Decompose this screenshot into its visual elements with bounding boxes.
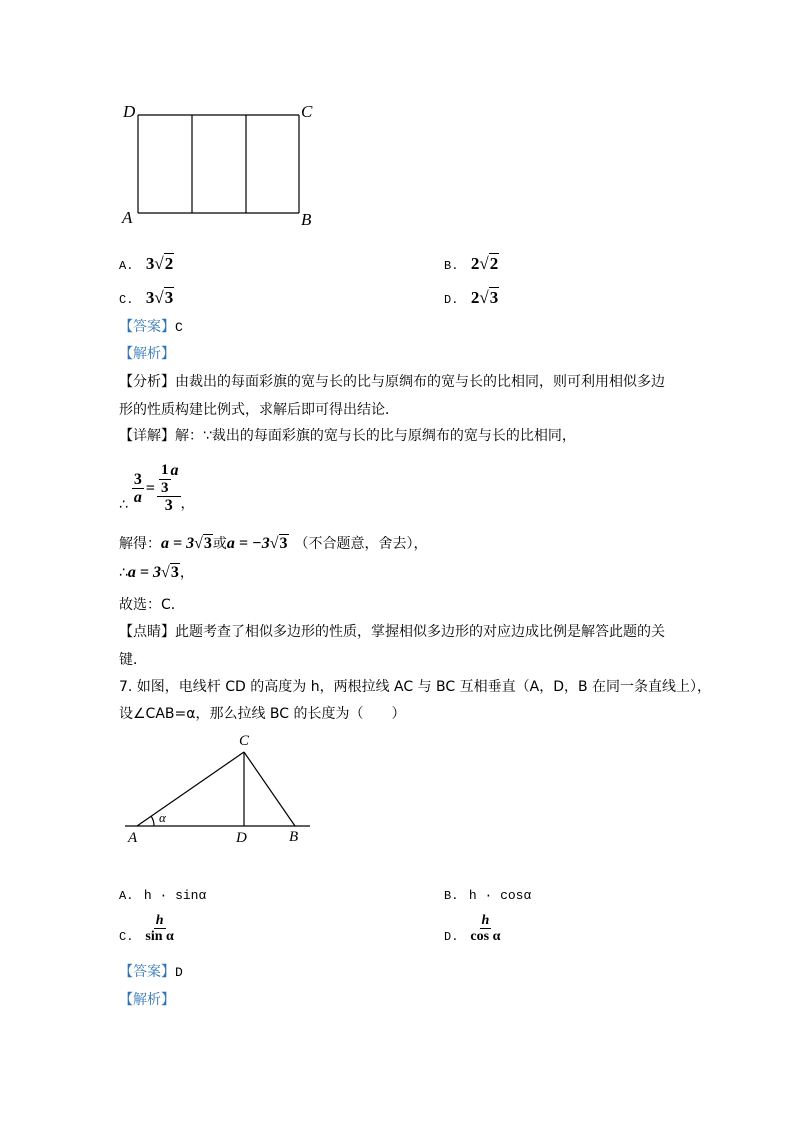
q6-option-d[interactable]: D. 2√3 bbox=[444, 288, 499, 307]
solution-1: a = 3 bbox=[161, 535, 195, 552]
radicand: 2 bbox=[164, 254, 174, 273]
option-label: B. bbox=[444, 259, 459, 273]
fenxi-line-2: 形的性质构建比例式，求解后即可得出结论． bbox=[119, 402, 399, 418]
solve-note: （不合题意，舍去）， bbox=[294, 536, 428, 552]
dianjing-line-1 bbox=[119, 623, 665, 641]
angle-arc bbox=[151, 816, 154, 826]
option-text: h · cosα bbox=[468, 888, 532, 903]
numerator: h bbox=[155, 913, 164, 928]
q7-stem-line-1: 7. 如图，电线杆 CD 的高度为 h，两根拉线 AC 与 BC 互相垂直（A，D，B 在同一条直线上）， bbox=[119, 679, 712, 695]
proportion-equation: ∴ $\frac{3}{a}$ = $\frac{1}{3}$ a 3 ， bbox=[119, 462, 195, 515]
q7-answer bbox=[119, 963, 183, 982]
option-label: B. bbox=[444, 889, 459, 903]
triangle-figure bbox=[115, 728, 325, 850]
label-a: A bbox=[122, 208, 133, 227]
radicand: 3 bbox=[203, 535, 212, 552]
dianjing-tag: 【点睛】 bbox=[119, 624, 175, 640]
coef: 2 bbox=[470, 288, 480, 307]
fenxi-line-1 bbox=[119, 373, 665, 391]
coef: 3 bbox=[145, 288, 155, 307]
radicand: 3 bbox=[164, 288, 174, 307]
q7-option-b[interactable] bbox=[444, 887, 531, 903]
fenxi-text: 由裁出的每面彩旗的宽与长的比与原绸布的宽与长的比相同，则可利用相似多边 bbox=[175, 374, 665, 390]
numerator: h bbox=[481, 913, 490, 928]
comma: ， bbox=[179, 565, 194, 581]
choose-line: 故选：C． bbox=[119, 597, 185, 613]
q6-answer bbox=[119, 318, 183, 337]
result-eq: a = 3 bbox=[127, 564, 162, 581]
q7-option-d[interactable] bbox=[444, 913, 502, 945]
radicand: 3 bbox=[170, 564, 179, 581]
rhs-denominator: 3 bbox=[164, 497, 173, 515]
answer-value: C bbox=[175, 320, 183, 335]
comma: ， bbox=[180, 496, 195, 512]
label-a: A bbox=[128, 830, 138, 846]
coef: 3 bbox=[145, 254, 155, 273]
analysis-tag: 【解析】 bbox=[119, 346, 175, 362]
q7-option-a[interactable] bbox=[119, 887, 206, 903]
radicand: 3 bbox=[489, 288, 499, 307]
therefore-symbol: ∴ bbox=[119, 565, 128, 581]
answer-tag: 【答案】 bbox=[119, 964, 175, 980]
wire-ac bbox=[137, 752, 244, 826]
xiangjie-tag: 【详解】 bbox=[119, 428, 175, 444]
label-d: D bbox=[236, 830, 247, 846]
rectangle-figure bbox=[115, 95, 330, 230]
q6-option-c[interactable]: C. 3√3 bbox=[119, 288, 174, 307]
radicand: 3 bbox=[279, 535, 288, 552]
option-label: D. bbox=[444, 929, 459, 944]
denominator: cos α bbox=[470, 929, 501, 945]
option-label: C. bbox=[119, 293, 134, 307]
q6-option-b[interactable]: B. 2√2 bbox=[444, 254, 499, 273]
q7-option-c[interactable] bbox=[119, 913, 176, 945]
option-label: C. bbox=[119, 929, 134, 944]
label-c: C bbox=[239, 733, 250, 749]
label-c: C bbox=[301, 102, 313, 121]
dianjing-text: 此题考查了相似多边形的性质，掌握相似多边形的对应边成比例是解答此题的关 bbox=[175, 624, 665, 640]
fenxi-tag: 【分析】 bbox=[119, 374, 175, 390]
wire-bc bbox=[244, 752, 295, 826]
coef: 2 bbox=[470, 254, 480, 273]
q7-analysis-tag bbox=[119, 991, 175, 1009]
inner-denominator: 3 bbox=[161, 479, 169, 496]
radicand: 2 bbox=[489, 254, 499, 273]
solution-2: a = −3 bbox=[226, 535, 270, 552]
lhs-denominator: a bbox=[133, 489, 142, 507]
q6-option-a[interactable]: A. 3√2 bbox=[119, 254, 174, 273]
q6-analysis-tag bbox=[119, 345, 175, 363]
q7-stem-line-2: 设∠CAB=α，那么拉线 BC 的长度为（ ） bbox=[119, 706, 406, 722]
option-text: h · sinα bbox=[143, 888, 207, 903]
xiangjie-line bbox=[119, 427, 576, 445]
solve-line: 解得：a = 3√3或a = −3√3 （不合题意，舍去）， bbox=[119, 535, 428, 552]
inner-numerator: 1 bbox=[161, 462, 169, 479]
inner-variable: a bbox=[170, 462, 179, 480]
label-d: D bbox=[123, 102, 136, 121]
dianjing-line-2: 键． bbox=[119, 652, 147, 668]
option-label: D. bbox=[444, 293, 459, 307]
answer-value: D bbox=[175, 965, 183, 980]
option-label: A. bbox=[119, 889, 134, 903]
option-label: A. bbox=[119, 259, 134, 273]
result-line: ∴a = 3√3， bbox=[119, 564, 194, 581]
or-word: 或 bbox=[212, 536, 227, 552]
analysis-tag: 【解析】 bbox=[119, 992, 175, 1008]
xiangjie-text: 解：∵裁出的每面彩旗的宽与长的比与原绸布的宽与长的比相同， bbox=[175, 428, 576, 444]
solve-prefix: 解得： bbox=[119, 536, 161, 552]
label-b: B bbox=[289, 829, 299, 845]
label-b: B bbox=[301, 210, 312, 229]
answer-tag: 【答案】 bbox=[119, 319, 175, 335]
lhs-numerator: 3 bbox=[133, 470, 142, 488]
label-alpha: α bbox=[159, 810, 166, 825]
therefore-symbol: ∴ bbox=[119, 497, 128, 513]
denominator: sin α bbox=[145, 929, 174, 945]
